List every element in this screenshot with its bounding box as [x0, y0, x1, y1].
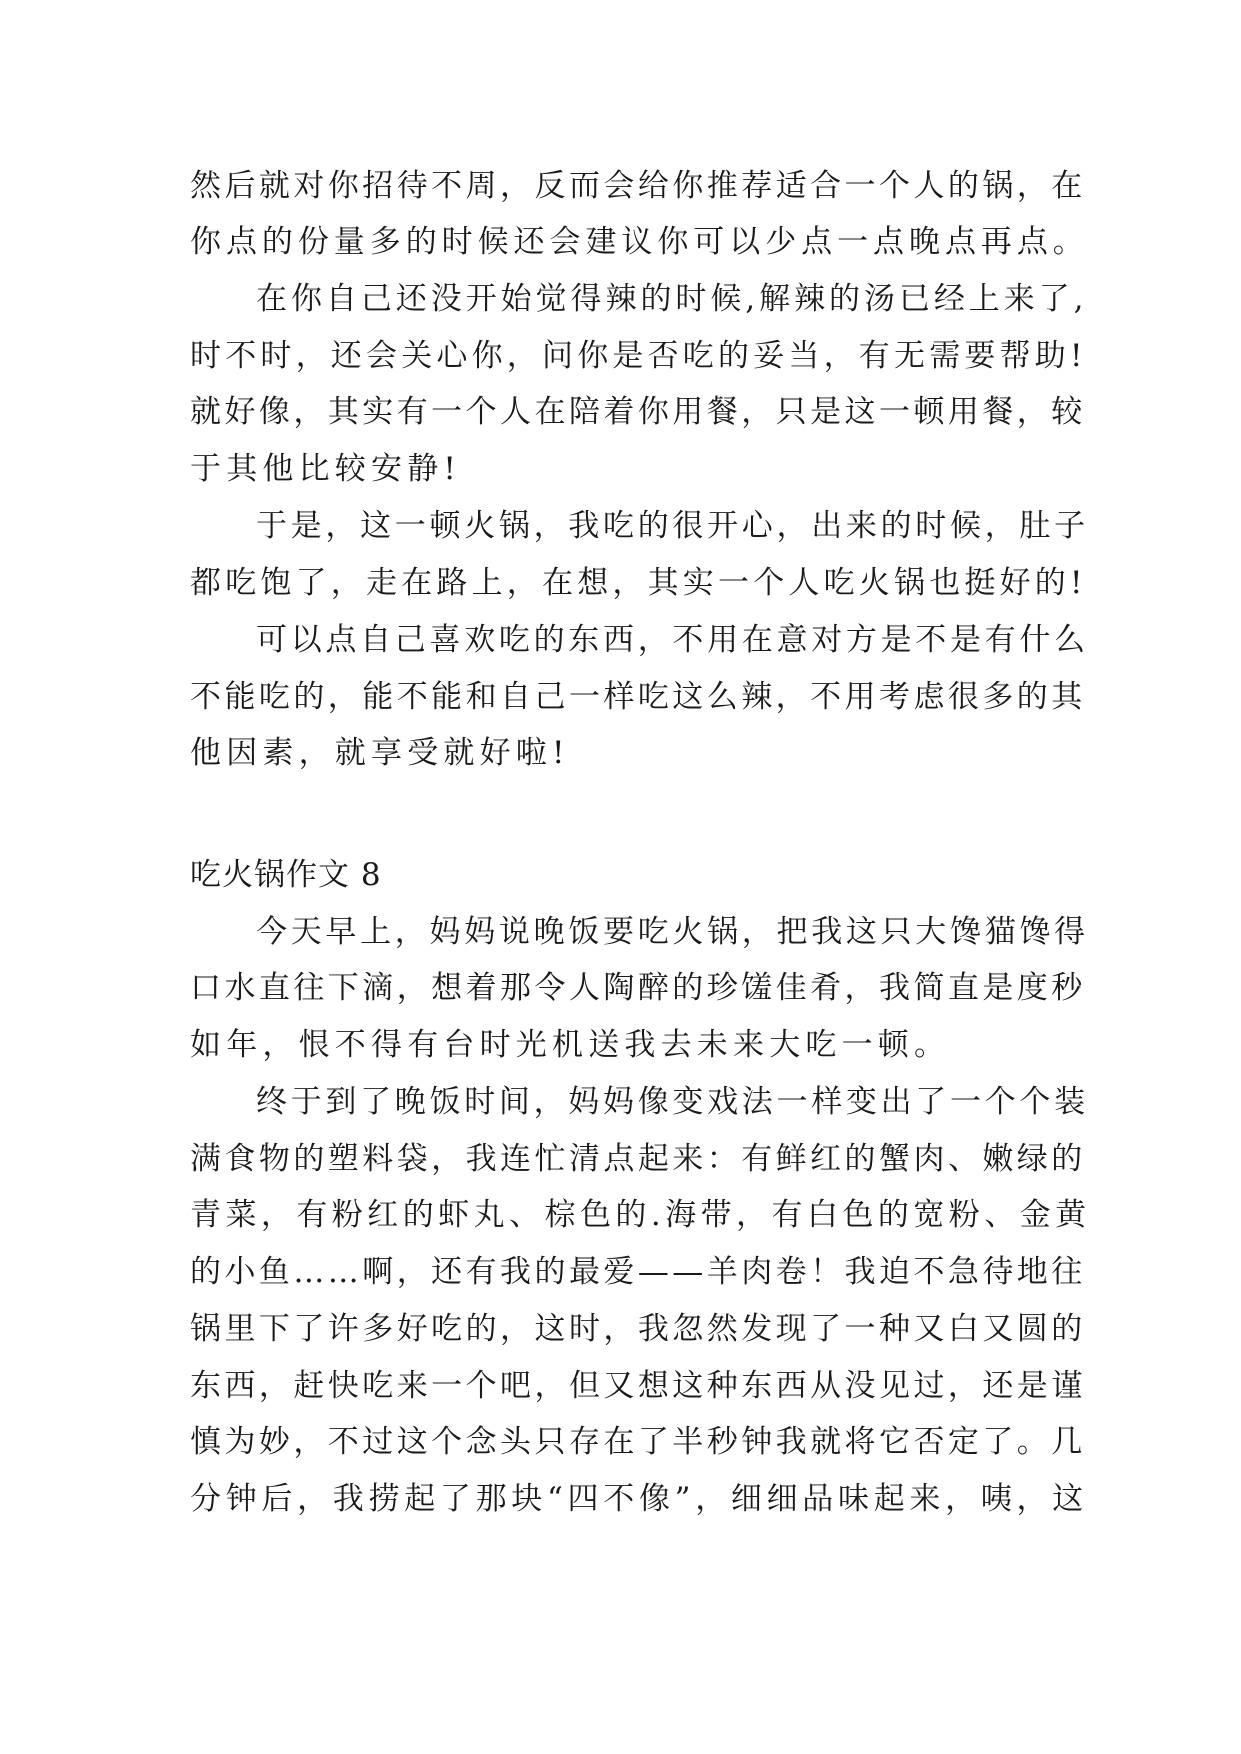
text-line-14: 口水直往下滴，想着那令人陶醉的珍馐佳肴，我简直是度秒	[190, 970, 1086, 1006]
text-line-23: 分钟后，我捞起了那块“四不像”，细细品味起来，咦，这	[190, 1481, 1088, 1517]
text-line-5: 就好像，其实有一个人在陪着你用餐，只是这一顿用餐，较	[190, 394, 1086, 430]
text-line-4: 时不时，还会关心你，问你是否吃的妥当，有无需要帮助!	[190, 338, 1087, 374]
text-line-6: 于其他比较安静!	[190, 451, 462, 487]
text-line-16: 终于到了晚饭时间，妈妈像变戏法一样变出了一个个装	[256, 1084, 1089, 1120]
text-line-9: 可以点自己喜欢吃的东西，不用在意对方是不是有什么	[256, 622, 1089, 658]
text-line-21: 东西，赶快吃来一个吧，但又想这种东西从没见过，还是谨	[190, 1368, 1086, 1404]
text-line-3: 在你自己还没开始觉得辣的时候,解辣的汤已经上来了,	[256, 281, 1088, 317]
text-line-8: 都吃饱了，走在路上，在想，其实一个人吃火锅也挺好的!	[190, 565, 1087, 601]
text-line-11: 他因素，就享受就好啦!	[190, 735, 570, 771]
text-line-19: 的小鱼……啊，还有我的最爱——羊肉卷！我迫不急待地往	[190, 1254, 1086, 1290]
section-title: 吃火锅作文 8	[190, 857, 382, 893]
text-line-15: 如年，恨不得有台时光机送我去未来大吃一顿。	[190, 1027, 951, 1063]
text-line-20: 锅里下了许多好吃的，这时，我忽然发现了一种又白又圆的	[190, 1311, 1086, 1347]
text-line-1: 然后就对你招待不周，反而会给你推荐适合一个人的锅，在	[190, 168, 1086, 204]
text-line-10: 不能吃的，能不能和自己一样吃这么辣，不用考虑很多的其	[190, 679, 1086, 715]
text-line-13: 今天早上，妈妈说晚饭要吃火锅，把我这只大馋猫馋得	[256, 914, 1089, 950]
text-line-7: 于是，这一顿火锅，我吃的很开心，出来的时候，肚子	[256, 508, 1089, 544]
text-line-2: 你点的份量多的时候还会建议你可以少点一点晚点再点。	[190, 224, 1089, 260]
text-line-22: 慎为妙，不过这个念头只存在了半秒钟我就将它否定了。几	[190, 1424, 1086, 1460]
text-line-18: 青菜，有粉红的虾丸、棕色的.海带，有白色的宽粉、金黄	[190, 1197, 1091, 1233]
text-line-17: 满食物的塑料袋，我连忙清点起来：有鲜红的蟹肉、嫩绿的	[190, 1141, 1086, 1177]
